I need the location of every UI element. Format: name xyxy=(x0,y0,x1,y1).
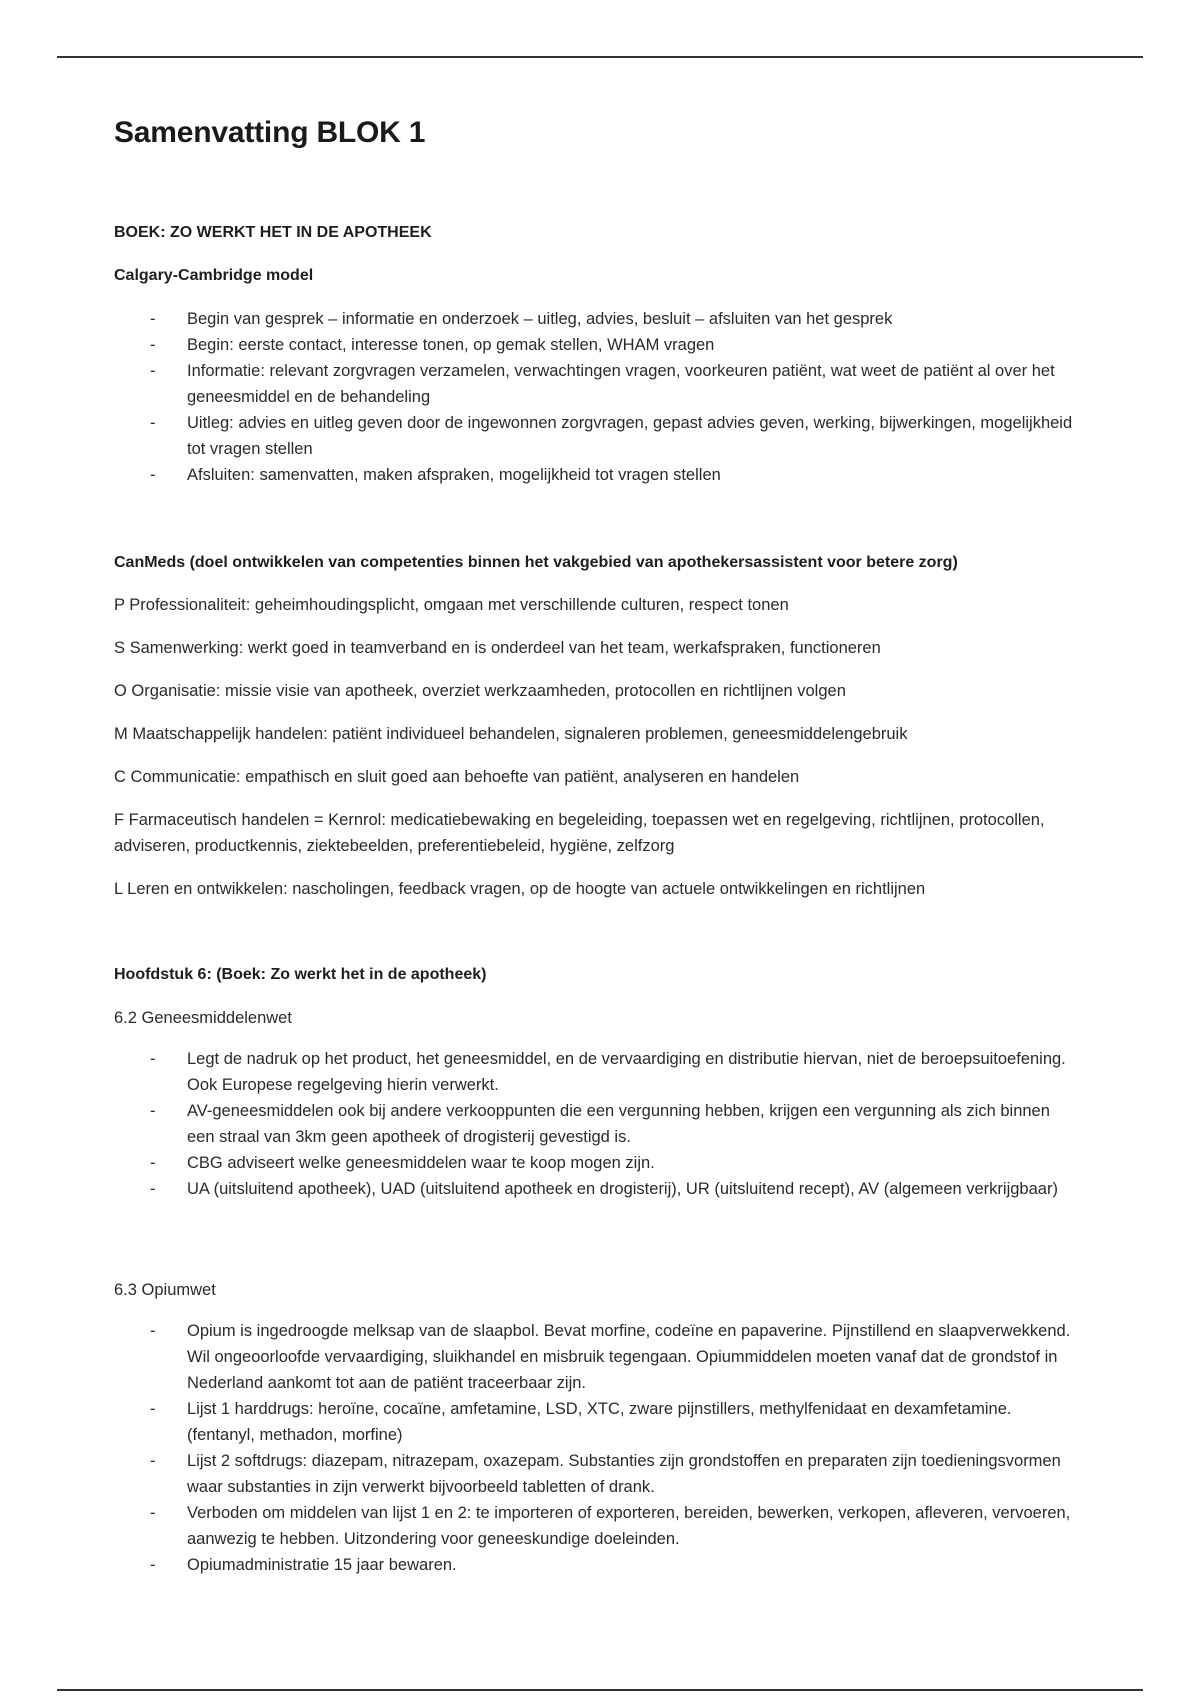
top-divider xyxy=(57,56,1143,58)
list-item: - Opiumadministratie 15 jaar bewaren. xyxy=(150,1556,457,1574)
list-item: - CBG adviseert welke geneesmiddelen waar te koop mogen zijn. xyxy=(150,1154,655,1172)
canmeds-heading: CanMeds (doel ontwikkelen van competenties binnen het vakgebied van apothekersassistent voor betere zorg) xyxy=(114,554,958,571)
canmeds-item-m: M Maatschappelijk handelen: patiënt individueel behandelen, signaleren problemen, geneesmiddelengebruik xyxy=(114,725,908,743)
list-item: - Uitleg: advies en uitleg geven door de ingewonnen zorgvragen, gepast advies geven, werking, bijwerkingen, mogelijkheid tot vragen stellen xyxy=(150,414,1073,458)
list-item: - Verboden om middelen van lijst 1 en 2: te importeren of exporteren, bereiden, bewerken, verkopen, afleveren, vervoeren, aanwezig te hebben. Uitzondering voor geneeskundige doeleinden. xyxy=(150,1504,1071,1548)
bottom-divider xyxy=(57,1689,1143,1691)
list-item: - AV-geneesmiddelen ook bij andere verkooppunten die een vergunning hebben, krijgen een vergunning als zich binnen een straal van 3km geen apotheek of drogisterij gevestigd is. xyxy=(150,1102,1050,1146)
list-item: - Lijst 1 harddrugs: heroïne, cocaïne, amfetamine, LSD, XTC, zware pijnstillers, methylfenidaat en dexamfetamine. (fentanyl, methadon, morfine) xyxy=(150,1400,1012,1444)
list-item: - Lijst 2 softdrugs: diazepam, nitrazepam, oxazepam. Substanties zijn grondstoffen en preparaten zijn toedieningsvormen waar substanties in zijn verwerkt bijvoorbeeld tabletten of drank. xyxy=(150,1452,1061,1496)
chapter6-heading: Hoofdstuk 6: (Boek: Zo werkt het in de apotheek) xyxy=(114,966,487,983)
canmeds-item-l: L Leren en ontwikkelen: nascholingen, feedback vragen, op de hoogte van actuele ontwikkelingen en richtlijnen xyxy=(114,880,926,898)
canmeds-item-f: F Farmaceutisch handelen = Kernrol: medicatiebewaking en begeleiding, toepassen wet en regelgeving, richtlijnen, protocollen, adviseren, productkennis, ziektebeelden, preferentiebeleid, hygiëne, zelfzorg xyxy=(114,811,1045,855)
opiumwet-list xyxy=(114,1318,1074,1578)
section-63-heading: 6.3 Opiumwet xyxy=(114,1281,216,1299)
list-item: - UA (uitsluitend apotheek), UAD (uitsluitend apotheek en drogisterij), UR (uitsluitend recept), AV (algemeen verkrijgbaar) xyxy=(150,1180,1058,1198)
list-item: - Afsluiten: samenvatten, maken afspraken, mogelijkheid tot vragen stellen xyxy=(150,466,721,484)
calgary-heading: Calgary-Cambridge model xyxy=(114,267,314,284)
canmeds-item-o: O Organisatie: missie visie van apotheek, overziet werkzaamheden, protocollen en richtlijnen volgen xyxy=(114,682,846,700)
section-62-heading: 6.2 Geneesmiddelenwet xyxy=(114,1009,292,1027)
list-item: - Legt de nadruk op het product, het geneesmiddel, en de vervaardiging en distributie hiervan, niet de beroepsuitoefening. Ook Europese regelgeving hierin verwerkt. xyxy=(150,1050,1066,1094)
book-heading: BOEK: ZO WERKT HET IN DE APOTHEEK xyxy=(114,224,432,241)
page-title: Samenvatting BLOK 1 xyxy=(114,116,426,149)
list-item: - Informatie: relevant zorgvragen verzamelen, verwachtingen vragen, voorkeuren patiënt, wat weet de patiënt al over het geneesmiddel en de behandeling xyxy=(150,362,1055,406)
list-item: - Begin van gesprek – informatie en onderzoek – uitleg, advies, besluit – afsluiten van het gesprek xyxy=(150,310,893,328)
list-item: - Begin: eerste contact, interesse tonen, op gemak stellen, WHAM vragen xyxy=(150,336,715,354)
list-item: - Opium is ingedroogde melksap van de slaapbol. Bevat morfine, codeïne en papaverine. Pijnstillend en slaapverwekkend. Wil ongeoorloofde vervaardiging, sluikhandel en misbruik tegengaan. Opiummiddelen moeten vanaf dat de grondstof in Nederland aankomt tot aan de patiënt traceerbaar zijn. xyxy=(150,1322,1071,1392)
canmeds-item-p: P Professionaliteit: geheimhoudingsplicht, omgaan met verschillende culturen, respect tonen xyxy=(114,596,789,614)
geneesmiddelenwet-list xyxy=(114,1046,1074,1202)
calgary-list xyxy=(114,306,1074,488)
canmeds-item-s: S Samenwerking: werkt goed in teamverband en is onderdeel van het team, werkafspraken, functioneren xyxy=(114,639,881,657)
canmeds-item-c: C Communicatie: empathisch en sluit goed aan behoefte van patiënt, analyseren en handelen xyxy=(114,768,800,786)
